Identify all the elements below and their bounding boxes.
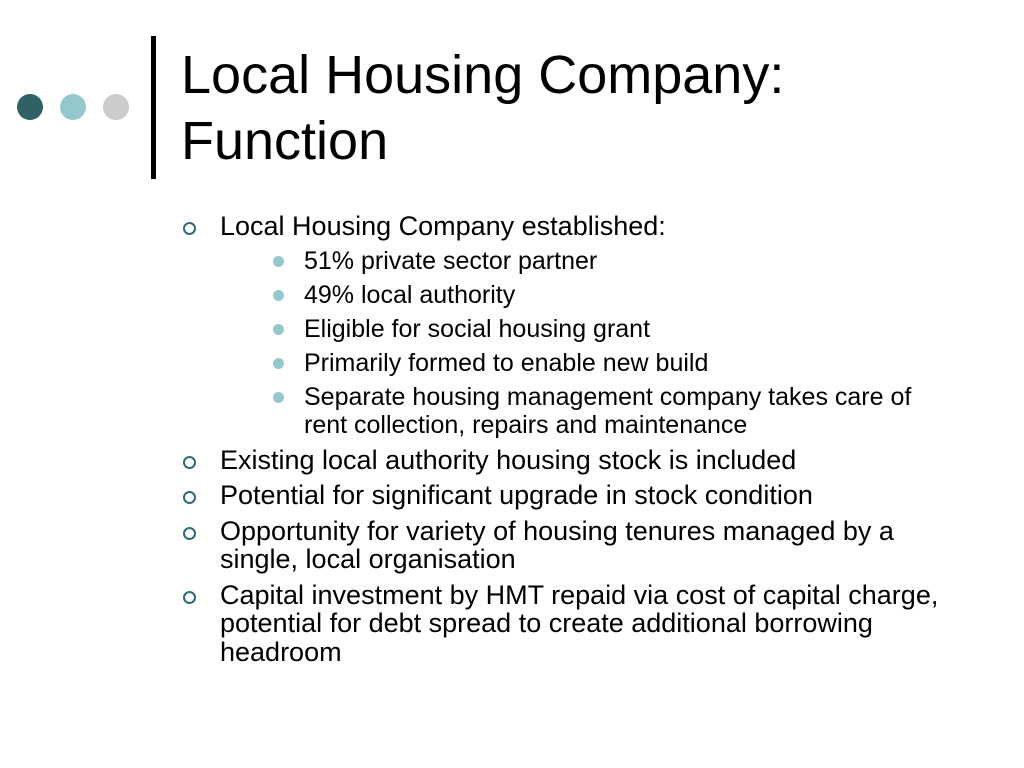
dot-bullet-icon: [273, 256, 284, 267]
sub-bullet-text: Primarily formed to enable new build: [304, 348, 709, 377]
bullet-item: [181, 517, 961, 574]
sub-bullet-item: [220, 247, 961, 275]
sub-bullet-item: [220, 281, 961, 309]
ring-bullet-icon: [183, 456, 196, 469]
teal-dot-icon: [60, 94, 86, 120]
dot-bullet-icon: [273, 290, 284, 301]
dot-bullet-icon: [273, 392, 284, 403]
bullet-item: [181, 481, 961, 510]
bullet-text: Capital investment by HMT repaid via cost of capital charge, potential for debt spread to create additional borrowing headroom: [220, 579, 939, 667]
sub-bullet-item: [220, 349, 961, 377]
title-divider: [151, 36, 156, 179]
sub-bullet-text: Eligible for social housing grant: [304, 314, 651, 343]
bullet-item: [181, 581, 961, 667]
dark-dot-icon: [17, 94, 43, 120]
sub-bullet-item: [220, 383, 961, 439]
slide-title-line-1: Local Housing Company:: [181, 45, 785, 105]
bullet-item: [181, 446, 961, 475]
bullet-text: Potential for significant upgrade in stock condition: [220, 480, 813, 510]
dot-bullet-icon: [273, 324, 284, 335]
dot-bullet-icon: [273, 358, 284, 369]
ring-bullet-icon: [183, 491, 196, 504]
bullet-text: Local Housing Company established:: [220, 211, 666, 241]
sub-bullet-text: Separate housing management company takes care of rent collection, repairs and maintenance: [304, 382, 912, 439]
sub-bullet-text: 49% local authority: [304, 280, 516, 309]
decorative-dots: [0, 0, 150, 200]
gray-dot-icon: [103, 94, 129, 120]
bullet-text: Existing local authority housing stock is included: [220, 444, 797, 475]
slide-body: [181, 212, 961, 673]
ring-bullet-icon: [183, 527, 196, 540]
slide-title-line-2: Function: [181, 111, 389, 171]
sub-bullet-list: [220, 247, 961, 439]
sub-bullet-text: 51% private sector partner: [304, 246, 598, 275]
slide-title: [181, 42, 981, 174]
ring-bullet-icon: [183, 591, 196, 604]
sub-bullet-item: [220, 315, 961, 343]
bullet-text: Opportunity for variety of housing tenures managed by a single, local organisation: [220, 515, 894, 574]
bullet-item: [181, 212, 961, 439]
ring-bullet-icon: [183, 222, 196, 235]
